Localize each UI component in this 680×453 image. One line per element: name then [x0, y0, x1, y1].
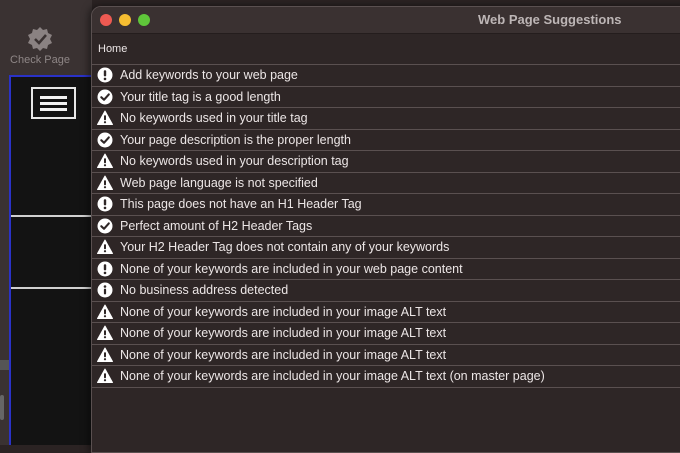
suggestion-text: None of your keywords are included in your web page content	[120, 261, 463, 276]
suggestion-row[interactable]	[92, 280, 680, 302]
info-icon	[97, 282, 113, 298]
list-empty-area	[92, 388, 680, 448]
suggestion-row[interactable]	[92, 173, 680, 195]
close-window-button[interactable]	[100, 14, 112, 26]
canvas-divider	[11, 287, 94, 289]
suggestion-row[interactable]	[92, 87, 680, 109]
suggestion-list	[92, 65, 680, 388]
suggestion-row[interactable]	[92, 345, 680, 367]
suggestion-row[interactable]	[92, 323, 680, 345]
suggestion-row[interactable]	[92, 216, 680, 238]
suggestion-row[interactable]	[92, 237, 680, 259]
exclamation-icon	[97, 67, 113, 83]
checkmark-icon	[97, 218, 113, 234]
suggestion-text: None of your keywords are included in your image ALT text	[120, 326, 447, 341]
suggestion-text: None of your keywords are included in your image ALT text	[120, 304, 447, 319]
exclamation-icon	[97, 261, 113, 277]
app-left-strip	[0, 75, 9, 445]
page-canvas	[9, 75, 92, 445]
breadcrumb[interactable]: Home	[92, 34, 680, 65]
suggestion-text: Web page language is not specified	[120, 175, 318, 190]
warning-icon	[97, 153, 113, 169]
suggestion-row[interactable]	[92, 108, 680, 130]
suggestion-text: No business address detected	[120, 283, 289, 298]
app-scroll-handle[interactable]	[0, 395, 4, 420]
suggestion-text: None of your keywords are included in your image ALT text	[120, 347, 447, 362]
hamburger-menu-icon[interactable]	[31, 87, 76, 119]
warning-icon	[97, 325, 113, 341]
warning-icon	[97, 110, 113, 126]
window-titlebar[interactable]	[92, 7, 680, 34]
zoom-window-button[interactable]	[138, 14, 150, 26]
suggestion-row[interactable]	[92, 130, 680, 152]
minimize-window-button[interactable]	[119, 14, 131, 26]
suggestion-row[interactable]	[92, 302, 680, 324]
suggestion-row[interactable]	[92, 65, 680, 87]
suggestion-row[interactable]	[92, 366, 680, 388]
app-toolbar	[0, 0, 92, 75]
suggestion-text: This page does not have an H1 Header Tag	[120, 197, 362, 212]
warning-icon	[97, 239, 113, 255]
suggestion-text: Your page description is the proper length	[120, 132, 351, 147]
checkmark-icon	[97, 132, 113, 148]
suggestion-text: Your title tag is a good length	[120, 89, 281, 104]
app-scroll-marker	[0, 360, 9, 370]
suggestion-text: Perfect amount of H2 Header Tags	[120, 218, 313, 233]
exclamation-icon	[97, 196, 113, 212]
suggestion-text: No keywords used in your title tag	[120, 111, 308, 126]
check-page-label: Check Page	[10, 54, 70, 66]
warning-icon	[97, 368, 113, 384]
window-title: Web Page Suggestions	[478, 12, 622, 27]
warning-icon	[97, 175, 113, 191]
check-page-button[interactable]	[0, 26, 80, 66]
suggestion-row[interactable]	[92, 259, 680, 281]
verified-badge-icon	[27, 26, 53, 52]
suggestion-text: Add keywords to your web page	[120, 68, 298, 83]
suggestions-window	[91, 6, 680, 453]
suggestion-row[interactable]	[92, 151, 680, 173]
canvas-divider	[11, 215, 94, 217]
suggestion-text: No keywords used in your description tag	[120, 154, 349, 169]
warning-icon	[97, 304, 113, 320]
suggestion-text: Your H2 Header Tag does not contain any of your keywords	[120, 240, 450, 255]
suggestion-text: None of your keywords are included in your image ALT text (on master page)	[120, 369, 545, 384]
warning-icon	[97, 347, 113, 363]
checkmark-icon	[97, 89, 113, 105]
suggestion-row[interactable]	[92, 194, 680, 216]
